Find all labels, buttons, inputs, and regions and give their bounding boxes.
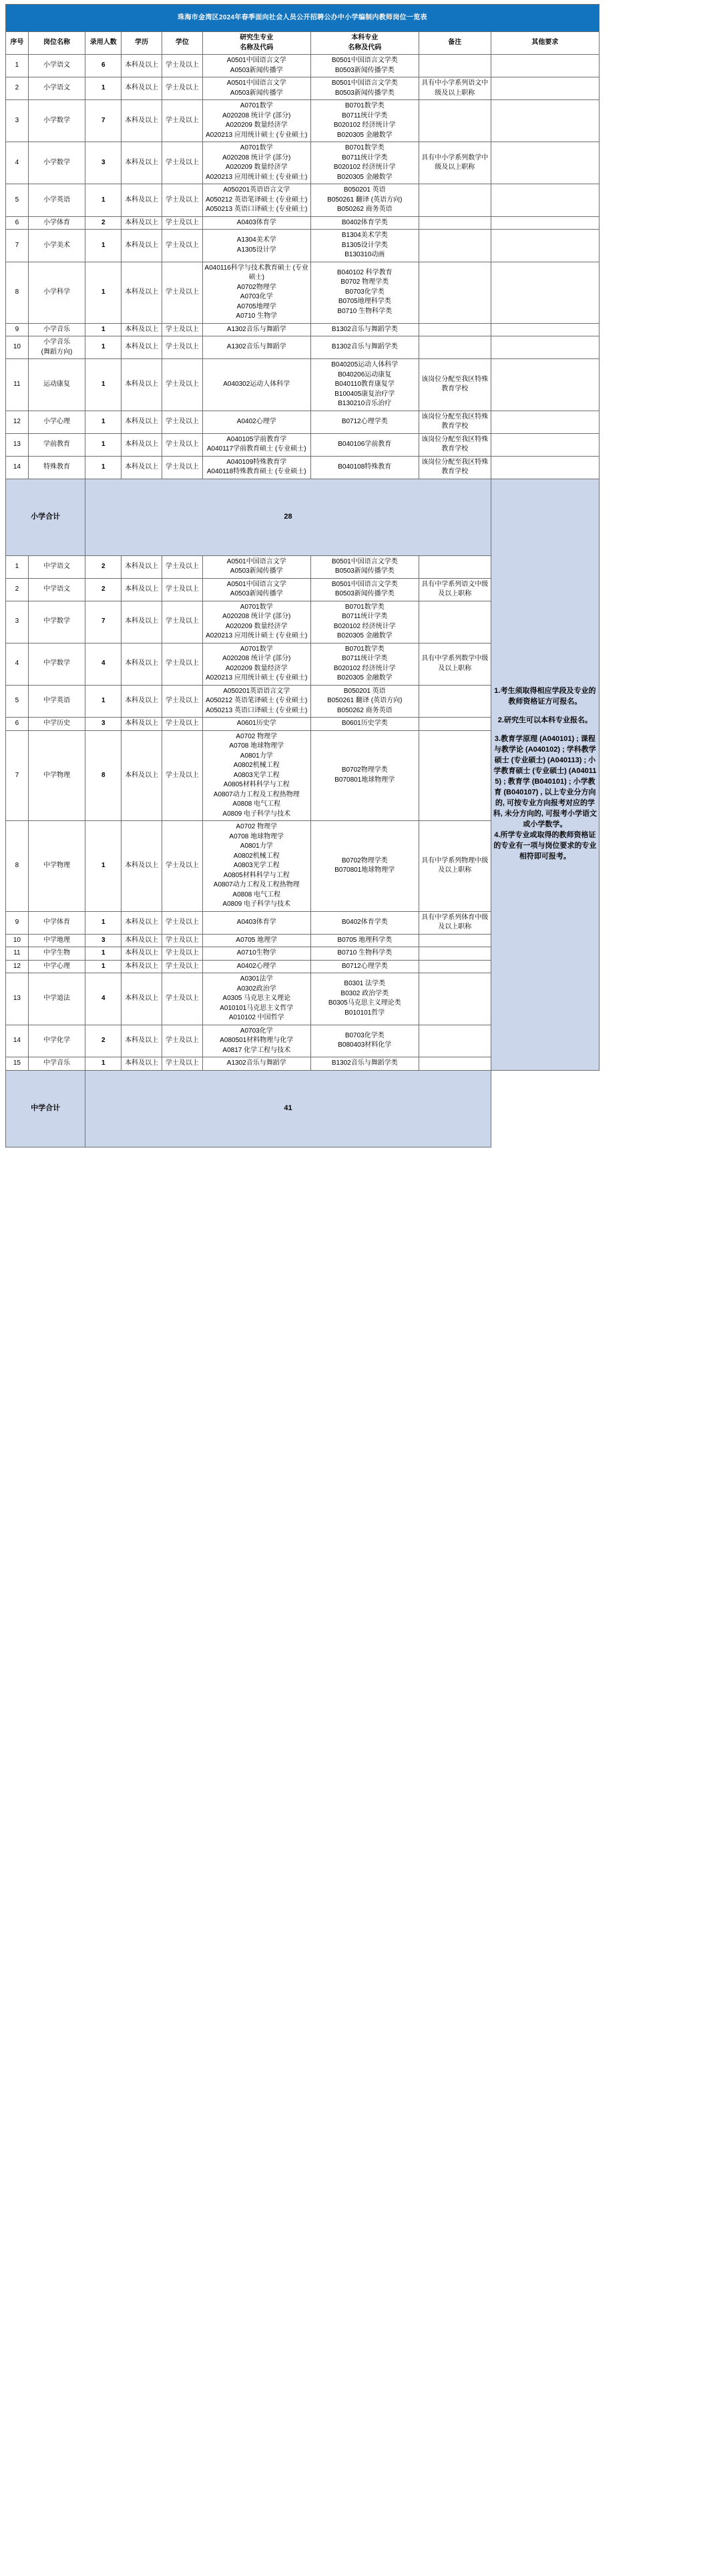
cell-graduate-major: A0701数学 A020208 统计学 (部分) A020209 数量经济学 A020213 应用统计硕士 (专业硕士) (202, 142, 310, 184)
cell-post-name: 特殊教育 (28, 456, 85, 479)
cell-graduate-major: A0702 物理学 A0708 地球物理学 A0801力学 A0802机械工程 A0803光学工程 A0805材料科学与工程 A0807动力工程及工程热物理 A0808 电气工程 A0809 电子科学与技术 (202, 730, 310, 821)
cell-degree: 学士及以上 (162, 77, 203, 100)
cell-seq: 13 (6, 433, 29, 456)
cell-undergraduate-major: B0705 地理科学类 (310, 934, 419, 947)
cell-post-name: 中学物理 (28, 821, 85, 912)
cell-education: 本科及以上 (122, 55, 162, 77)
cell-graduate-major: A0701数学 A020208 统计学 (部分) A020209 数量经济学 A020213 应用统计硕士 (专业硕士) (202, 100, 310, 142)
cell-hire-count: 1 (85, 947, 122, 961)
cell-undergraduate-major: B0712心理学类 (310, 411, 419, 433)
cell-hire-count: 1 (85, 433, 122, 456)
cell-seq: 14 (6, 1025, 29, 1057)
cell-degree: 学士及以上 (162, 947, 203, 961)
cell-seq: 12 (6, 411, 29, 433)
cell-undergraduate-major: B0712心理学类 (310, 960, 419, 973)
cell-seq: 13 (6, 973, 29, 1025)
cell-degree: 学士及以上 (162, 555, 203, 578)
table-title-row (6, 5, 599, 32)
cell-hire-count: 1 (85, 911, 122, 934)
cell-hire-count: 4 (85, 643, 122, 685)
cell-seq: 5 (6, 685, 29, 718)
cell-post-name: 中学英语 (28, 685, 85, 718)
cell-other-requirements-blank (491, 323, 599, 336)
cell-education: 本科及以上 (122, 947, 162, 961)
cell-seq: 5 (6, 184, 29, 217)
table-row (6, 262, 599, 323)
cell-post-name: 小学心理 (28, 411, 85, 433)
cell-post-name: 运动康复 (28, 359, 85, 411)
cell-note (419, 336, 491, 359)
cell-seq: 14 (6, 456, 29, 479)
primary-subtotal-row (6, 479, 599, 555)
cell-post-name: 中学化学 (28, 1025, 85, 1057)
cell-undergraduate-major: B0701数学类 B0711统计学类 B020102 经济统计学 B020305 金融数学 (310, 643, 419, 685)
cell-hire-count: 7 (85, 601, 122, 643)
cell-degree: 学士及以上 (162, 262, 203, 323)
cell-post-name: 小学语文 (28, 77, 85, 100)
column-header-other-requirements: 其他要求 (491, 32, 599, 55)
cell-note: 具有中小学系列语文中级及以上职称 (419, 77, 491, 100)
cell-education: 本科及以上 (122, 973, 162, 1025)
cell-education: 本科及以上 (122, 230, 162, 262)
cell-degree: 学士及以上 (162, 456, 203, 479)
cell-hire-count: 1 (85, 336, 122, 359)
cell-education: 本科及以上 (122, 433, 162, 456)
cell-graduate-major: A0705 地理学 (202, 934, 310, 947)
cell-undergraduate-major: B0701数学类 B0711统计学类 B020102 经济统计学 B020305 金融数学 (310, 100, 419, 142)
cell-degree: 学士及以上 (162, 960, 203, 973)
cell-graduate-major: A0403体育学 (202, 216, 310, 230)
cell-education: 本科及以上 (122, 555, 162, 578)
cell-post-name: 中学音乐 (28, 1057, 85, 1071)
cell-note (419, 323, 491, 336)
cell-education: 本科及以上 (122, 411, 162, 433)
cell-education: 本科及以上 (122, 142, 162, 184)
cell-degree: 学士及以上 (162, 821, 203, 912)
cell-seq: 4 (6, 643, 29, 685)
cell-seq: 7 (6, 230, 29, 262)
primary-subtotal-label: 小学合计 (6, 479, 85, 555)
cell-hire-count: 1 (85, 262, 122, 323)
cell-undergraduate-major: B040205运动人体科学 B040206运动康复 B040110教育康复学 B100405康复治疗学 B130210音乐治疗 (310, 359, 419, 411)
cell-post-name: 中学体育 (28, 911, 85, 934)
cell-post-name: 小学科学 (28, 262, 85, 323)
cell-undergraduate-major: B0501中国语言文学类 B0503新闻传播学类 (310, 55, 419, 77)
cell-note (419, 184, 491, 217)
cell-undergraduate-major: B0301 法学类 B0302 政治学类 B0305马克思主义理论类 B010101哲学 (310, 973, 419, 1025)
cell-post-name: 中学语文 (28, 578, 85, 601)
cell-graduate-major: A050201英语语言文学 A050212 英语笔译硕士 (专业硕士) A050213 英语口译硕士 (专业硕士) (202, 685, 310, 718)
table-row (6, 411, 599, 433)
cell-seq: 1 (6, 555, 29, 578)
column-header-seq: 序号 (6, 32, 29, 55)
cell-undergraduate-major: B0501中国语言文学类 B0503新闻传播学类 (310, 578, 419, 601)
cell-undergraduate-major: B0703化学类 B080403材料化学 (310, 1025, 419, 1057)
cell-graduate-major: A0601历史学 (202, 718, 310, 731)
cell-hire-count: 1 (85, 456, 122, 479)
cell-seq: 7 (6, 730, 29, 821)
table-row (6, 184, 599, 217)
cell-post-name: 中学数学 (28, 643, 85, 685)
cell-undergraduate-major: B040106学前教育 (310, 433, 419, 456)
cell-graduate-major: A040302运动人体科学 (202, 359, 310, 411)
page-title: 珠海市金湾区2024年春季面向社会人员公开招聘公办中小学编制内教师岗位一览表 (6, 5, 599, 32)
cell-note (419, 100, 491, 142)
middle-subtotal-label: 中学合计 (6, 1070, 85, 1147)
cell-degree: 学士及以上 (162, 230, 203, 262)
cell-seq: 9 (6, 911, 29, 934)
cell-hire-count: 1 (85, 1057, 122, 1071)
cell-seq: 15 (6, 1057, 29, 1071)
other-requirement-item: 4.所学专业或取得的教师资格证的专业有一项与岗位要求的专业相符即可报考。 (493, 830, 597, 860)
cell-education: 本科及以上 (122, 960, 162, 973)
cell-undergraduate-major: B1304美术学类 B1305设计学类 B130310动画 (310, 230, 419, 262)
cell-degree: 学士及以上 (162, 1025, 203, 1057)
cell-graduate-major: A1304美术学 A1305设计学 (202, 230, 310, 262)
cell-hire-count: 1 (85, 230, 122, 262)
cell-education: 本科及以上 (122, 730, 162, 821)
cell-undergraduate-major: B0701数学类 B0711统计学类 B020102 经济统计学 B020305 金融数学 (310, 142, 419, 184)
cell-note: 具有中小学系列数学中级及以上职称 (419, 142, 491, 184)
cell-education: 本科及以上 (122, 100, 162, 142)
cell-note (419, 730, 491, 821)
cell-hire-count: 6 (85, 55, 122, 77)
cell-note (419, 960, 491, 973)
cell-note (419, 973, 491, 1025)
cell-graduate-major: A050201英语语言文学 A050212 英语笔译硕士 (专业硕士) A050213 英语口译硕士 (专业硕士) (202, 184, 310, 217)
cell-degree: 学士及以上 (162, 601, 203, 643)
cell-other-requirements-blank (491, 411, 599, 433)
column-header-post: 岗位名称 (28, 32, 85, 55)
cell-degree: 学士及以上 (162, 578, 203, 601)
cell-graduate-major: A0501中国语言文学 A0503新闻传播学 (202, 578, 310, 601)
cell-degree: 学士及以上 (162, 1057, 203, 1071)
cell-undergraduate-major: B0701数学类 B0711统计学类 B020102 经济统计学 B020305 金融数学 (310, 601, 419, 643)
table-row (6, 230, 599, 262)
cell-note (419, 262, 491, 323)
cell-post-name: 中学语文 (28, 555, 85, 578)
cell-seq: 2 (6, 77, 29, 100)
cell-graduate-major: A0402心理学 (202, 411, 310, 433)
other-requirement-item: 1.考生须取得相应学段及专业的教师资格证方可报名。 (494, 687, 596, 706)
cell-seq: 6 (6, 718, 29, 731)
cell-other-requirements-blank (491, 262, 599, 323)
cell-seq: 2 (6, 578, 29, 601)
column-header-count: 录用人数 (85, 32, 122, 55)
column-header-education: 学历 (122, 32, 162, 55)
cell-undergraduate-major: B040108特殊教育 (310, 456, 419, 479)
cell-degree: 学士及以上 (162, 730, 203, 821)
cell-hire-count: 3 (85, 142, 122, 184)
cell-education: 本科及以上 (122, 911, 162, 934)
cell-undergraduate-major: B0402体育学类 (310, 216, 419, 230)
cell-hire-count: 1 (85, 323, 122, 336)
cell-seq: 9 (6, 323, 29, 336)
cell-education: 本科及以上 (122, 184, 162, 217)
cell-note (419, 947, 491, 961)
table-row (6, 55, 599, 77)
cell-seq: 11 (6, 947, 29, 961)
cell-degree: 学士及以上 (162, 911, 203, 934)
cell-post-name: 小学音乐 (28, 323, 85, 336)
cell-education: 本科及以上 (122, 456, 162, 479)
cell-graduate-major: A0710生物学 (202, 947, 310, 961)
cell-graduate-major: A1302音乐与舞蹈学 (202, 336, 310, 359)
cell-note: 具有中学系列语文中级及以上职称 (419, 578, 491, 601)
cell-note (419, 216, 491, 230)
cell-undergraduate-major: B1302音乐与舞蹈学类 (310, 336, 419, 359)
cell-post-name: 小学语文 (28, 55, 85, 77)
cell-education: 本科及以上 (122, 934, 162, 947)
cell-education: 本科及以上 (122, 1057, 162, 1071)
cell-degree: 学士及以上 (162, 685, 203, 718)
cell-note: 具有中学系列物理中级及以上职称 (419, 821, 491, 912)
cell-other-requirements-blank (491, 55, 599, 77)
cell-degree: 学士及以上 (162, 55, 203, 77)
cell-post-name: 小学数学 (28, 142, 85, 184)
cell-hire-count: 2 (85, 555, 122, 578)
cell-hire-count: 1 (85, 685, 122, 718)
cell-other-requirements-blank (491, 336, 599, 359)
cell-education: 本科及以上 (122, 1025, 162, 1057)
cell-degree: 学士及以上 (162, 411, 203, 433)
cell-seq: 8 (6, 821, 29, 912)
cell-hire-count: 1 (85, 821, 122, 912)
cell-graduate-major: A1302音乐与舞蹈学 (202, 1057, 310, 1071)
cell-undergraduate-major: B040102 科学教育 B0702 物理学类 B0703化学类 B0705地理科学类 B0710 生物科学类 (310, 262, 419, 323)
cell-undergraduate-major: B0501中国语言文学类 B0503新闻传播学类 (310, 555, 419, 578)
column-header-note: 备注 (419, 32, 491, 55)
cell-note (419, 1025, 491, 1057)
cell-graduate-major: A040105学前教育学 A040117学前教育硕士 (专业硕士) (202, 433, 310, 456)
cell-note: 具有中学系列体育中级及以上职称 (419, 911, 491, 934)
cell-degree: 学士及以上 (162, 323, 203, 336)
cell-undergraduate-major: B0710 生物科学类 (310, 947, 419, 961)
cell-post-name: 中学地理 (28, 934, 85, 947)
cell-other-requirements-blank (491, 100, 599, 142)
cell-note (419, 1057, 491, 1071)
cell-graduate-major: A0701数学 A020208 统计学 (部分) A020209 数量经济学 A020213 应用统计硕士 (专业硕士) (202, 643, 310, 685)
cell-note (419, 934, 491, 947)
primary-subtotal-value: 28 (85, 479, 491, 555)
table-row (6, 323, 599, 336)
cell-post-name: 小学体育 (28, 216, 85, 230)
cell-hire-count: 7 (85, 100, 122, 142)
cell-degree: 学士及以上 (162, 184, 203, 217)
cell-undergraduate-major: B1302音乐与舞蹈学类 (310, 323, 419, 336)
table-row (6, 142, 599, 184)
cell-note (419, 685, 491, 718)
middle-subtotal-value: 41 (85, 1070, 491, 1147)
cell-hire-count: 1 (85, 77, 122, 100)
cell-post-name: 中学道法 (28, 973, 85, 1025)
cell-note (419, 718, 491, 731)
cell-undergraduate-major: B0601历史学类 (310, 718, 419, 731)
cell-education: 本科及以上 (122, 718, 162, 731)
cell-education: 本科及以上 (122, 77, 162, 100)
cell-post-name: 小学英语 (28, 184, 85, 217)
spreadsheet-sheet (0, 0, 721, 1153)
cell-degree: 学士及以上 (162, 643, 203, 685)
cell-degree: 学士及以上 (162, 718, 203, 731)
cell-education: 本科及以上 (122, 643, 162, 685)
cell-undergraduate-major: B0702物理学类 B070801地球物理学 (310, 730, 419, 821)
cell-hire-count: 2 (85, 1025, 122, 1057)
column-header-undergraduate-major: 本科专业 名称及代码 (310, 32, 419, 55)
cell-hire-count: 1 (85, 960, 122, 973)
cell-hire-count: 2 (85, 578, 122, 601)
cell-other-requirements-blank (491, 184, 599, 217)
table-row (6, 433, 599, 456)
cell-post-name: 中学生物 (28, 947, 85, 961)
cell-other-requirements-blank (491, 456, 599, 479)
cell-seq: 3 (6, 100, 29, 142)
cell-hire-count: 1 (85, 184, 122, 217)
cell-undergraduate-major: B0501中国语言文学类 B0503新闻传播学类 (310, 77, 419, 100)
cell-degree: 学士及以上 (162, 216, 203, 230)
cell-seq: 10 (6, 336, 29, 359)
table-row (6, 456, 599, 479)
recruitment-table (5, 4, 599, 1147)
cell-education: 本科及以上 (122, 601, 162, 643)
cell-other-requirements-blank (491, 142, 599, 184)
cell-education: 本科及以上 (122, 685, 162, 718)
cell-graduate-major: A0403体育学 (202, 911, 310, 934)
cell-hire-count: 1 (85, 359, 122, 411)
cell-seq: 12 (6, 960, 29, 973)
cell-graduate-major: A0402心理学 (202, 960, 310, 973)
cell-post-name: 中学历史 (28, 718, 85, 731)
cell-note: 该岗位分配至我区特殊教育学校 (419, 411, 491, 433)
cell-graduate-major: A0301法学 A0302政治学 A0305 马克思主义理论 A010101马克思主义哲学 A010102 中国哲学 (202, 973, 310, 1025)
cell-education: 本科及以上 (122, 821, 162, 912)
table-header-row (6, 32, 599, 55)
cell-degree: 学士及以上 (162, 433, 203, 456)
middle-subtotal-row (6, 1070, 599, 1147)
cell-hire-count: 4 (85, 973, 122, 1025)
cell-other-requirements-blank (491, 433, 599, 456)
cell-graduate-major: A0701数学 A020208 统计学 (部分) A020209 数量经济学 A020213 应用统计硕士 (专业硕士) (202, 601, 310, 643)
cell-undergraduate-major: B0702物理学类 B070801地球物理学 (310, 821, 419, 912)
cell-undergraduate-major: B1302音乐与舞蹈学类 (310, 1057, 419, 1071)
table-row (6, 77, 599, 100)
table-row (6, 336, 599, 359)
cell-note (419, 555, 491, 578)
cell-degree: 学士及以上 (162, 934, 203, 947)
cell-post-name: 中学物理 (28, 730, 85, 821)
cell-graduate-major: A0501中国语言文学 A0503新闻传播学 (202, 77, 310, 100)
cell-post-name: 小学数学 (28, 100, 85, 142)
cell-post-name: 小学音乐 (舞蹈方向) (28, 336, 85, 359)
cell-post-name: 中学数学 (28, 601, 85, 643)
cell-note: 具有中学系列数学中级及以上职称 (419, 643, 491, 685)
cell-hire-count: 3 (85, 934, 122, 947)
cell-graduate-major: A0702 物理学 A0708 地球物理学 A0801力学 A0802机械工程 A0803光学工程 A0805材料科学与工程 A0807动力工程及工程热物理 A0808 电气工程 A0809 电子科学与技术 (202, 821, 310, 912)
cell-education: 本科及以上 (122, 578, 162, 601)
cell-note (419, 55, 491, 77)
cell-other-requirements-blank (491, 216, 599, 230)
cell-seq: 10 (6, 934, 29, 947)
cell-note: 该岗位分配至我区特殊教育学校 (419, 359, 491, 411)
cell-note (419, 230, 491, 262)
cell-graduate-major: A040109特殊教育学 A040118特殊教育硕士 (专业硕士) (202, 456, 310, 479)
cell-other-requirements-blank (491, 359, 599, 411)
cell-seq: 1 (6, 55, 29, 77)
cell-graduate-major: A0501中国语言文学 A0503新闻传播学 (202, 55, 310, 77)
other-requirements-cell (491, 479, 599, 1070)
table-row (6, 216, 599, 230)
table-row (6, 100, 599, 142)
cell-degree: 学士及以上 (162, 336, 203, 359)
cell-undergraduate-major: B050201 英语 B050261 翻译 (英语方向) B050262 商务英语 (310, 184, 419, 217)
cell-seq: 8 (6, 262, 29, 323)
cell-graduate-major: A0501中国语言文学 A0503新闻传播学 (202, 555, 310, 578)
cell-degree: 学士及以上 (162, 142, 203, 184)
cell-note: 该岗位分配至我区特殊教育学校 (419, 456, 491, 479)
cell-post-name: 小学美术 (28, 230, 85, 262)
cell-education: 本科及以上 (122, 323, 162, 336)
cell-other-requirements-blank (491, 230, 599, 262)
cell-hire-count: 8 (85, 730, 122, 821)
cell-seq: 6 (6, 216, 29, 230)
table-row (6, 359, 599, 411)
cell-post-name: 中学心理 (28, 960, 85, 973)
other-requirement-item: 2.研究生可以本科专业报名。 (497, 716, 592, 725)
cell-degree: 学士及以上 (162, 973, 203, 1025)
cell-note: 该岗位分配至我区特殊教育学校 (419, 433, 491, 456)
cell-note (419, 601, 491, 643)
cell-degree: 学士及以上 (162, 359, 203, 411)
cell-graduate-major: A1302音乐与舞蹈学 (202, 323, 310, 336)
cell-graduate-major: A040116科学与技术教育硕士 (专业硕士) A0702物理学 A0703化学 A0705地理学 A0710 生物学 (202, 262, 310, 323)
cell-hire-count: 1 (85, 411, 122, 433)
other-requirement-item: 3.教育学原理 (A040101) ; 课程与教学论 (A040102) ; 学科教学硕士 (专业硕士) (A040113) ; 小学教育硕士 (专业硕士) (A040115) ; 教育学 (B040101) ; 小学教育 (B040107) , 以上专业分方向的, 可按专业方向报考对应的学科, 未分方向的, 可报考小学语文或小学数学。 (493, 735, 597, 828)
cell-education: 本科及以上 (122, 262, 162, 323)
cell-hire-count: 3 (85, 718, 122, 731)
cell-other-requirements-blank (491, 77, 599, 100)
cell-undergraduate-major: B050201 英语 B050261 翻译 (英语方向) B050262 商务英语 (310, 685, 419, 718)
cell-undergraduate-major: B0402体育学类 (310, 911, 419, 934)
cell-degree: 学士及以上 (162, 100, 203, 142)
cell-seq: 4 (6, 142, 29, 184)
cell-seq: 3 (6, 601, 29, 643)
cell-post-name: 学前教育 (28, 433, 85, 456)
column-header-degree: 学位 (162, 32, 203, 55)
cell-education: 本科及以上 (122, 216, 162, 230)
cell-seq: 11 (6, 359, 29, 411)
cell-hire-count: 2 (85, 216, 122, 230)
column-header-graduate-major: 研究生专业 名称及代码 (202, 32, 310, 55)
cell-graduate-major: A0703化学 A080501材料物理与化学 A0817 化学工程与技术 (202, 1025, 310, 1057)
cell-education: 本科及以上 (122, 336, 162, 359)
cell-education: 本科及以上 (122, 359, 162, 411)
